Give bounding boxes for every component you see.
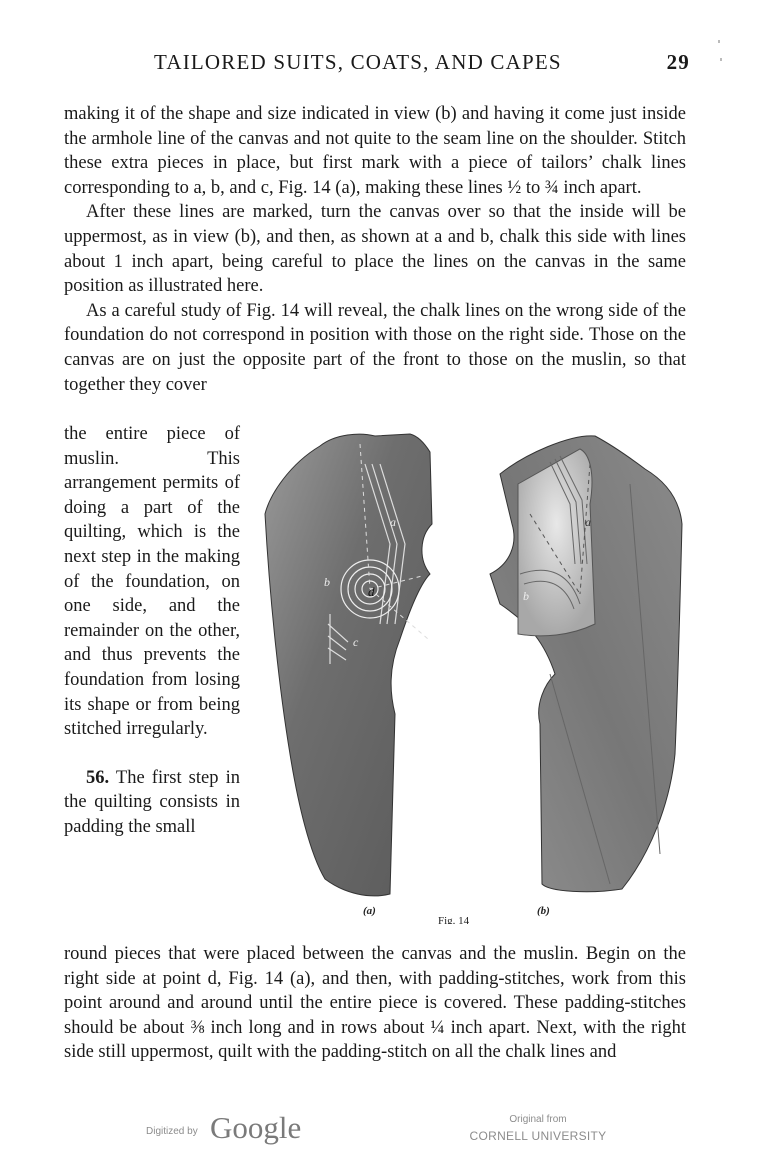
page-number: 29 <box>666 50 690 74</box>
view-label-b: (b) <box>537 905 550 917</box>
canvas-patch <box>518 449 595 636</box>
paragraph-56-continued: round pieces that were placed between the canvas and the muslin. Begin on the right side at point d, Fig. 14 (a), and then, with padding-stitches, work from this point around and around until the entire piece is covered. These padding-stitches should be about ⅜ inch long and in rows about ¼ inch apart. Next, with the right side still uppermost, quilt with the padding-stitch on all the chalk lines and <box>64 944 686 1063</box>
letter-d: d <box>368 584 375 599</box>
letter-b-b: b <box>523 589 529 603</box>
body-text-top <box>64 102 686 397</box>
letter-a: a <box>390 515 396 529</box>
garment-front-a <box>265 434 432 896</box>
figure-14 <box>250 424 686 924</box>
figure-caption: Fig. 14 <box>438 915 470 924</box>
paragraph-56-start: The first step in the quilting consists in padding the small <box>64 767 240 837</box>
body-text-narrow-column <box>64 422 240 840</box>
view-label-a: (a) <box>363 905 376 917</box>
paragraph-3-start: As a careful study of Fig. 14 will reveal, the chalk lines on the wrong side of the foundation do not correspond in position with those on the right side. Those on the canvas are on just the opposite part of the front to those on the muslin, so that together they cover <box>64 300 686 395</box>
institution-name: CORNELL UNIVERSITY <box>469 1129 607 1143</box>
paragraph-2: After these lines are marked, turn the canvas over so that the inside will be uppermost, as in view (b), and then, as shown at a and b, chalk this side with lines about 1 inch apart, being careful to place the lines on the canvas in the same position as illustrated here. <box>64 202 686 297</box>
margin-mark <box>720 58 722 61</box>
google-logo: Google <box>210 1110 302 1145</box>
margin-mark <box>718 40 720 43</box>
paragraph-1: making it of the shape and size indicated in view (b) and having it come just inside the armhole line of the canvas and not quite to the seam line on the shoulder. Stitch these extra pieces in place, but first mark with a piece of tailors’ chalk lines corresponding to a, b, and c, Fig. 14 (a), making these lines ½ to ¾ inch apart. <box>64 104 686 198</box>
digitized-by-label: Digitized by <box>146 1126 198 1137</box>
paragraph-56 <box>64 766 240 840</box>
footer <box>0 1108 760 1153</box>
original-from-label: Original from <box>509 1114 567 1125</box>
paragraph-number: 56. <box>86 767 110 788</box>
letter-b-a: b <box>324 575 330 589</box>
original-source <box>468 1114 608 1143</box>
running-head <box>62 50 690 80</box>
figure-14-drawing <box>250 424 686 924</box>
body-text-bottom <box>64 942 686 1065</box>
running-head-title: TAILORED SUITS, COATS, AND CAPES <box>154 50 562 74</box>
letter-c: c <box>353 635 359 649</box>
paragraph-3-continued: the entire piece of muslin. This arrangement permits of doing a part of the quilting, which is the next step in the making of the foundation, on one side, and the remainder on the other, and thus prevents the foundation from losing its shape or from being stitched irregularly. <box>64 424 240 740</box>
letter-a-b: a <box>585 515 591 529</box>
